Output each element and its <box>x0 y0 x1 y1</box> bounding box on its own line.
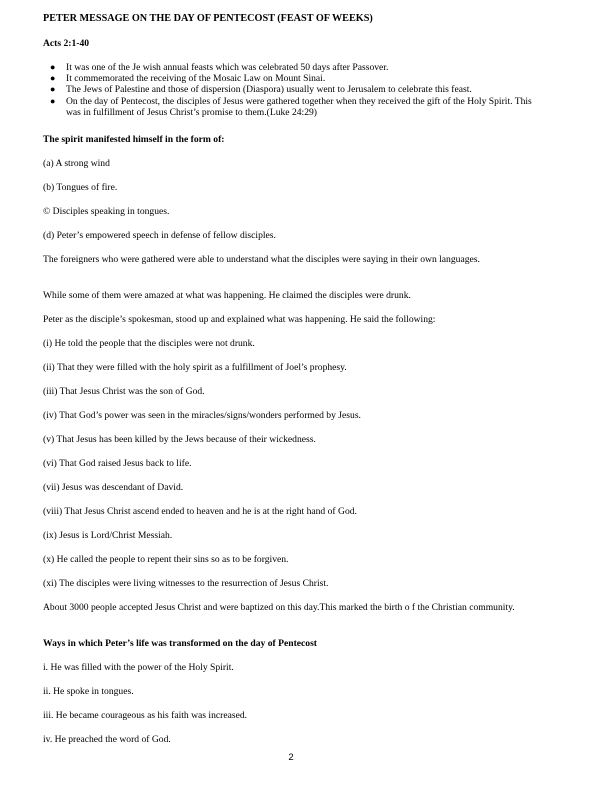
peter-point: (iii) That Jesus Christ was the son of God. <box>43 386 205 397</box>
spirit-form-item: (d) Peter’s empowered speech in defense of fellow disciples. <box>43 230 276 241</box>
spirit-heading: The spirit manifested himself in the form of: <box>43 134 225 145</box>
paragraph-amazed: While some of them were amazed at what was happening. He claimed the disciples were drunk. <box>43 290 411 301</box>
spirit-form-item: © Disciples speaking in tongues. <box>43 206 170 217</box>
paragraph-3000-baptized: About 3000 people accepted Jesus Christ and were baptized on this day.This marked the birth o f the Christian community. <box>43 602 515 613</box>
bullet-icon: ● <box>50 62 56 72</box>
spirit-form-item: (a) A strong wind <box>43 158 110 169</box>
bullet-item: ● On the day of Pentecost, the disciples of Jesus were gathered together when they received the gift of the Holy Spirit. This was in fulfillment of Jesus Christ’s promise to them.(Luke 24:29) <box>50 95 532 118</box>
peter-point: (i) He told the people that the disciples were not drunk. <box>43 338 255 349</box>
spirit-form-item: (b) Tongues of fire. <box>43 182 118 193</box>
page-number: 2 <box>288 752 294 763</box>
transform-point: iii. He became courageous as his faith was increased. <box>43 710 248 721</box>
peter-point: (ix) Jesus is Lord/Christ Messiah. <box>43 530 173 541</box>
bullet-icon: ● <box>50 84 56 95</box>
transform-point: ii. He spoke in tongues. <box>43 686 134 697</box>
bullet-item: ● It was one of the Je wish annual feasts which was celebrated 50 days after Passover. <box>50 62 389 73</box>
bullet-icon: ● <box>50 73 56 84</box>
bullet-icon: ● <box>50 95 56 106</box>
transform-point: i. He was filled with the power of the Holy Spirit. <box>43 662 234 673</box>
peter-point: (iv) That God’s power was seen in the miracles/signs/wonders performed by Jesus. <box>43 410 361 421</box>
peter-point: (ii) That they were filled with the holy spirit as a fulfillment of Joel’s prophesy. <box>43 362 347 373</box>
peter-point: (vi) That God raised Jesus back to life. <box>43 458 192 469</box>
peter-point: (vii) Jesus was descendant of David. <box>43 482 184 493</box>
page-title: PETER MESSAGE ON THE DAY OF PENTECOST (FEAST OF WEEKS) <box>43 13 373 24</box>
paragraph-spokesman: Peter as the disciple’s spokesman, stood up and explained what was happening. He said the following: <box>43 314 436 325</box>
peter-point: (x) He called the people to repent their sins so as to be forgiven. <box>43 554 289 565</box>
scripture-reference: Acts 2:1-40 <box>43 38 90 49</box>
transform-heading: Ways in which Peter’s life was transformed on the day of Pentecost <box>43 638 318 649</box>
bullet-item: ● It commemorated the receiving of the Mosaic Law on Mount Sinai. <box>50 73 326 85</box>
transform-point: iv. He preached the word of God. <box>43 734 171 745</box>
paragraph-foreigners: The foreigners who were gathered were able to understand what the disciples were saying in their own languages. <box>43 254 480 265</box>
peter-point: (xi) The disciples were living witnesses to the resurrection of Jesus Christ. <box>43 578 329 589</box>
bullet-item: ● The Jews of Palestine and those of dispersion (Diaspora) usually went to Jerusalem to celebrate this feast. <box>50 84 472 96</box>
bullet-list <box>43 62 543 118</box>
peter-point: (viii) That Jesus Christ ascend ended to heaven and he is at the right hand of God. <box>43 506 357 517</box>
peter-point: (v) That Jesus has been killed by the Jews because of their wickedness. <box>43 434 316 445</box>
